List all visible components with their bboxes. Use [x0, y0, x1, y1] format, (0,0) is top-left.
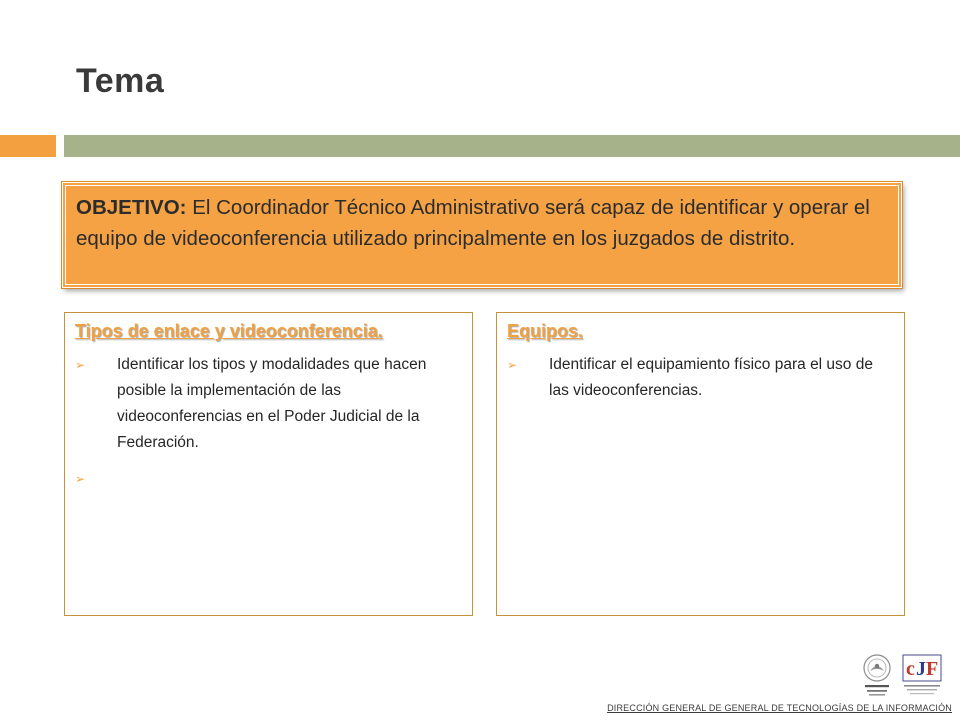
arrow-bullet-icon: ➢: [507, 358, 518, 372]
svg-text:c: c: [906, 658, 915, 680]
panel-link-types: [64, 312, 473, 616]
list-item-text: Identificar los tipos y modalidades que hacen posible la implementación de las videoconferencias en el Poder Judicial de la Federación.: [117, 356, 427, 451]
header-bar-accent: [0, 135, 56, 157]
panel-equipment: [496, 312, 905, 616]
cjf-logo: [902, 654, 942, 698]
objective-text: El Coordinador Técnico Administrativo será capaz de identificar y operar el equipo de videoconferencia utilizado principalmente en los juzgados de distrito.: [76, 196, 870, 250]
slide-title: Tema: [76, 62, 165, 100]
header-bar: [64, 135, 960, 157]
bullet-list: [75, 352, 462, 492]
institution-logos: [858, 652, 942, 700]
arrow-bullet-icon: ➢: [75, 472, 86, 486]
bullet-list: [507, 352, 894, 404]
list-item: [75, 352, 462, 456]
svg-text:J: J: [916, 658, 926, 680]
panel-heading: Tipos de enlace y videoconferencia.: [75, 321, 383, 341]
objective-box: [62, 182, 902, 288]
svg-text:F: F: [926, 658, 939, 680]
list-item: [507, 352, 894, 404]
objective-label: OBJETIVO:: [76, 196, 187, 219]
panel-heading: Equipos.: [507, 321, 583, 341]
arrow-bullet-icon: ➢: [75, 358, 86, 372]
list-item: [75, 466, 462, 492]
footer-text: DIRECCIÓN GENERAL DE GENERAL DE TECNOLOGÍAS DE LA INFORMACIÓN: [607, 703, 952, 713]
federal-seal-logo: [858, 652, 896, 700]
list-item-text: Identificar el equipamiento físico para el uso de las videoconferencias.: [549, 356, 873, 399]
